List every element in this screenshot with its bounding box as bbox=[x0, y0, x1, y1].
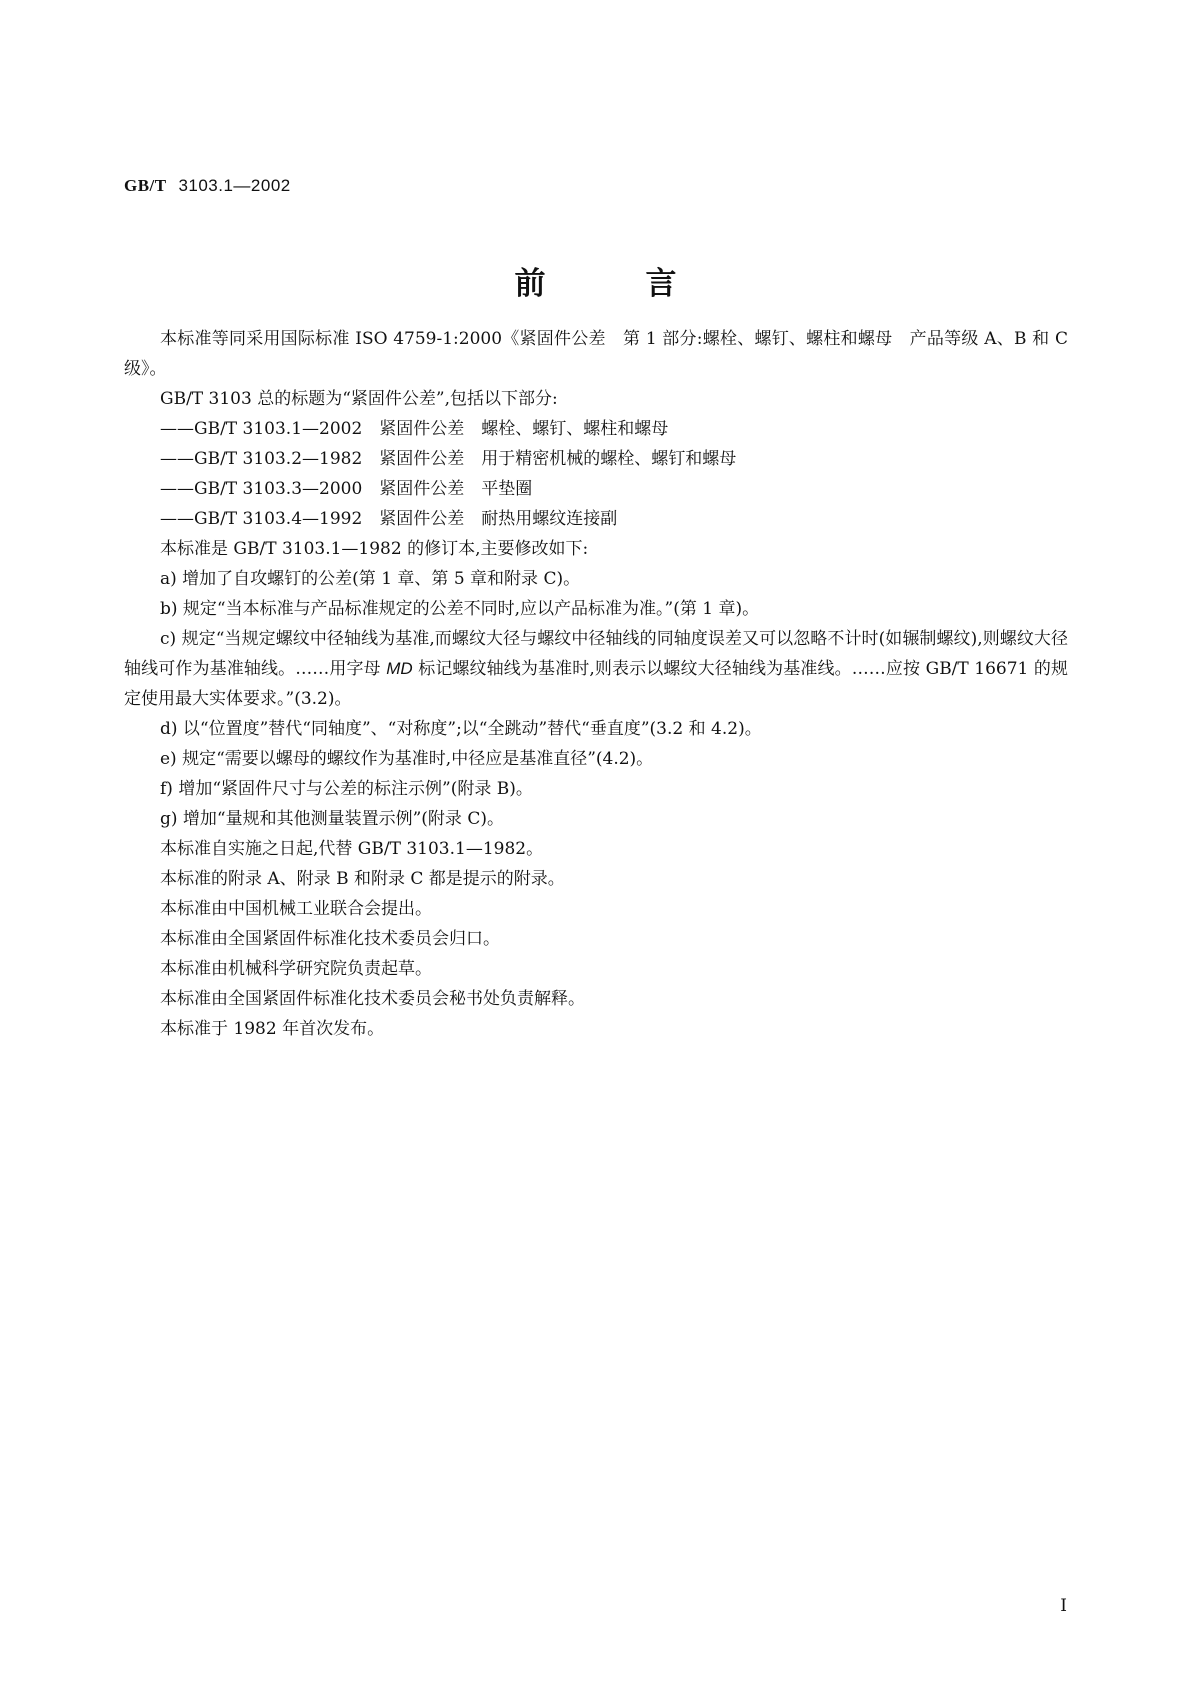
page-number: I bbox=[1060, 1596, 1067, 1616]
list-item: g) 增加“量规和其他测量装置示例”(附录 C)。 bbox=[160, 809, 504, 829]
list-item: ——GB/T 3103.4—1992 紧固件公差 耐热用螺纹连接副 bbox=[160, 509, 618, 529]
list-item: ——GB/T 3103.3—2000 紧固件公差 平垫圈 bbox=[160, 479, 533, 499]
page-title: 前言 bbox=[514, 266, 777, 302]
text-segment: 标记螺纹轴线为基准时,则表示以螺纹大径轴线为基准线。……应按 GB/T 16671 的规定使用最大实体要求。”(3.2)。 bbox=[124, 659, 1068, 709]
md-symbol: MD bbox=[386, 659, 413, 678]
list-item: e) 规定“需要以螺母的螺纹作为基准时,中径应是基准直径”(4.2)。 bbox=[160, 749, 654, 769]
paragraph: 本标准的附录 A、附录 B 和附录 C 都是提示的附录。 bbox=[160, 869, 565, 889]
list-item: a) 增加了自攻螺钉的公差(第 1 章、第 5 章和附录 C)。 bbox=[160, 569, 581, 589]
standard-number: 3103.1—2002 bbox=[178, 176, 291, 195]
paragraph: 本标准自实施之日起,代替 GB/T 3103.1—1982。 bbox=[160, 839, 544, 859]
paragraph: 本标准由全国紧固件标准化技术委员会秘书处负责解释。 bbox=[160, 989, 585, 1009]
paragraph: GB/T 3103 总的标题为“紧固件公差”,包括以下部分: bbox=[160, 389, 558, 409]
list-item: ——GB/T 3103.1—2002 紧固件公差 螺栓、螺钉、螺柱和螺母 bbox=[160, 419, 669, 439]
list-item-c bbox=[124, 624, 1068, 714]
paragraph: 本标准于 1982 年首次发布。 bbox=[160, 1019, 385, 1039]
list-item: f) 增加“紧固件尺寸与公差的标注示例”(附录 B)。 bbox=[160, 779, 533, 799]
paragraph: 本标准由中国机械工业联合会提出。 bbox=[160, 899, 432, 919]
paragraph: 本标准是 GB/T 3103.1—1982 的修订本,主要修改如下: bbox=[160, 539, 589, 559]
list-item: b) 规定“当本标准与产品标准规定的公差不同时,应以产品标准为准。”(第 1 章)。 bbox=[160, 599, 760, 619]
text-segment: c) 规定“当规定螺纹中径轴线为基准,而螺纹大径与螺纹中径轴线的同轴度误差又可以忽略不计时(如辗制螺纹),则螺纹大径轴线可作为基准轴线。……用字母 bbox=[124, 629, 1068, 679]
list-item: d) 以“位置度”替代“同轴度”、“对称度”;以“全跳动”替代“垂直度”(3.2 和 4.2)。 bbox=[160, 719, 762, 739]
standard-code: GB/T bbox=[124, 176, 167, 195]
standard-header bbox=[124, 176, 291, 196]
list-item: ——GB/T 3103.2—1982 紧固件公差 用于精密机械的螺栓、螺钉和螺母 bbox=[160, 449, 737, 469]
paragraph: 本标准由机械科学研究院负责起草。 bbox=[160, 959, 432, 979]
paragraph: 本标准由全国紧固件标准化技术委员会归口。 bbox=[160, 929, 500, 949]
foreword-body bbox=[124, 324, 1068, 1044]
paragraph: 本标准等同采用国际标准 ISO 4759-1:2000《紧固件公差 第 1 部分:螺栓、螺钉、螺柱和螺母 产品等级 A、B 和 C 级》。 bbox=[124, 329, 1068, 379]
